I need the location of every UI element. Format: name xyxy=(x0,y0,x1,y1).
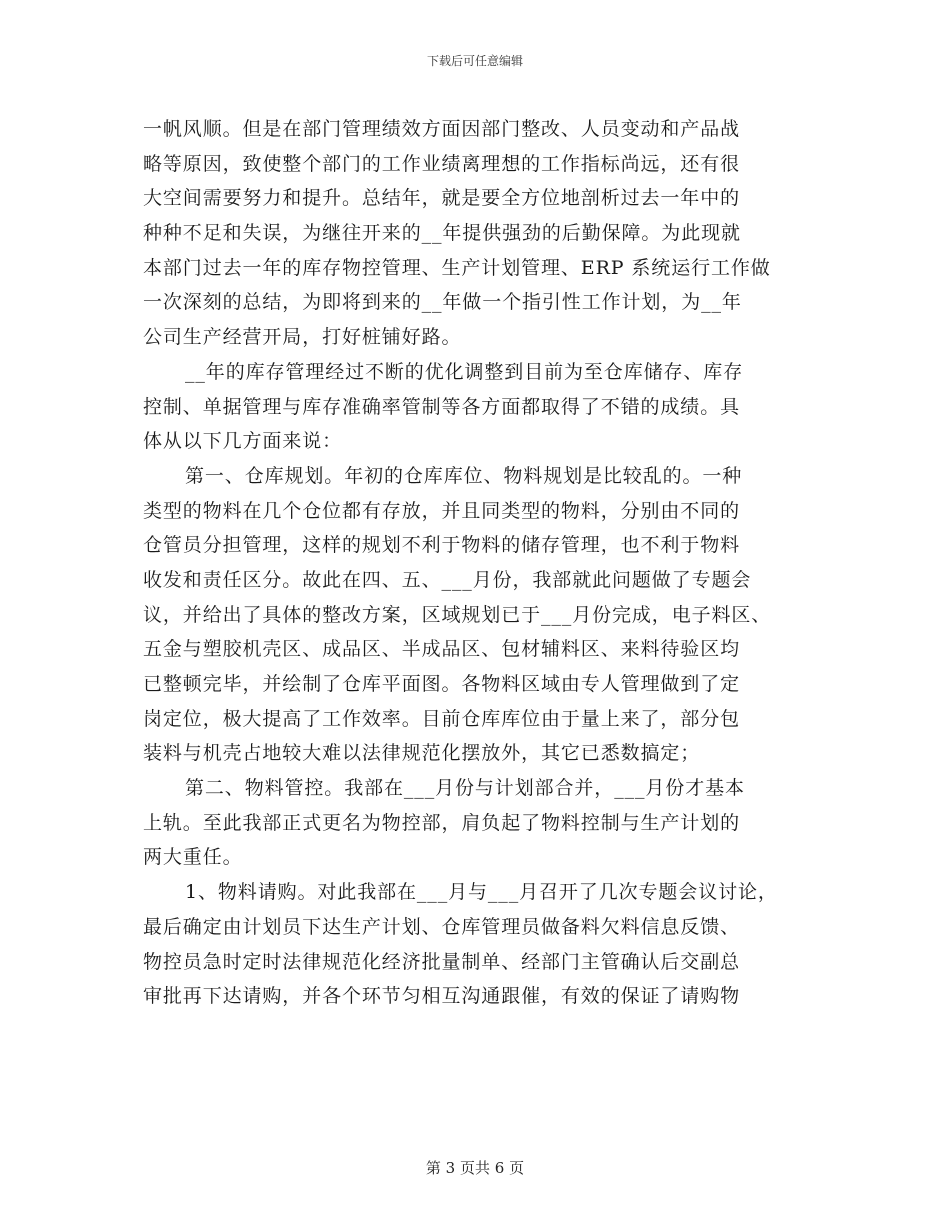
text-line: 1、物料请购。对此我部在___月与___月召开了几次专题会议讨论， xyxy=(185,881,778,904)
text-line: 物控员急时定时法律规范化经济批量制单、经部门主管确认后交副总 xyxy=(143,950,741,973)
text-line: 第二、物料管控。我部在___月份与计划部合并，___月份才基本 xyxy=(185,777,745,800)
page-number: 第 3 页共 6 页 xyxy=(425,1159,525,1177)
text-line: 大空间需要努力和提升。总结年，就是要全方位地剖析过去一年中的 xyxy=(143,187,741,210)
text-line: 收发和责任区分。故此在四、五、___月份，我部就此问题做了专题会 xyxy=(143,568,752,591)
text-line: 种种不足和失误，为继往开来的__年提供强劲的后勤保障。为此现就 xyxy=(143,222,741,245)
text-line: 一次深刻的总结，为即将到来的__年做一个指引性工作计划，为__年 xyxy=(143,291,742,314)
text-line: 控制、单据管理与库存准确率管制等各方面都取得了不错的成绩。具 xyxy=(143,395,741,418)
text-line: 最后确定由计划员下达生产计划、仓库管理员做备料欠料信息反馈、 xyxy=(143,915,741,938)
document-body xyxy=(143,112,823,1014)
text-line: 略等原因，致使整个部门的工作业绩离理想的工作指标尚远，还有很 xyxy=(143,152,741,175)
text-line: 审批再下达请购，并各个环节匀相互沟通跟催，有效的保证了请购物 xyxy=(143,985,741,1008)
text-line: 体从以下几方面来说： xyxy=(143,430,343,453)
page-header-note: 下载后可任意编辑 xyxy=(426,54,523,68)
text-line: 装料与机壳占地较大难以法律规范化摆放外，其它已悉数搞定； xyxy=(143,742,701,765)
text-line: 公司生产经营开局，打好桩铺好路。 xyxy=(143,326,462,349)
text-line: 仓管员分担管理，这样的规划不利于物料的储存管理，也不利于物料 xyxy=(143,534,741,557)
text-line: 岗定位，极大提高了工作效率。目前仓库库位由于量上来了，部分包 xyxy=(143,707,741,730)
text-line: 议，并给出了具体的整改方案，区域规划已于___月份完成，电子料区、 xyxy=(143,603,772,626)
text-line: 五金与塑胶机壳区、成品区、半成品区、包材辅料区、来料待验区均 xyxy=(143,638,741,661)
text-line: 上轨。至此我部正式更名为物控部，肩负起了物料控制与生产计划的 xyxy=(143,811,741,834)
text-line: 已整顿完毕，并绘制了仓库平面图。各物料区域由专人管理做到了定 xyxy=(143,673,741,695)
text-line: 第一、仓库规划。年初的仓库库位、物料规划是比较乱的。一种 xyxy=(185,464,743,487)
text-line: 本部门过去一年的库存物控管理、生产计划管理、ERP 系统运行工作做 xyxy=(143,256,771,279)
text-line: 两大重任。 xyxy=(143,846,243,869)
text-line: 类型的物料在几个仓位都有存放，并且同类型的物料，分别由不同的 xyxy=(143,499,741,522)
text-line: __年的库存管理经过不断的优化调整到目前为至仓库储存、库存 xyxy=(185,360,744,383)
text-line: 一帆风顺。但是在部门管理绩效方面因部门整改、人员变动和产品战 xyxy=(143,118,741,140)
